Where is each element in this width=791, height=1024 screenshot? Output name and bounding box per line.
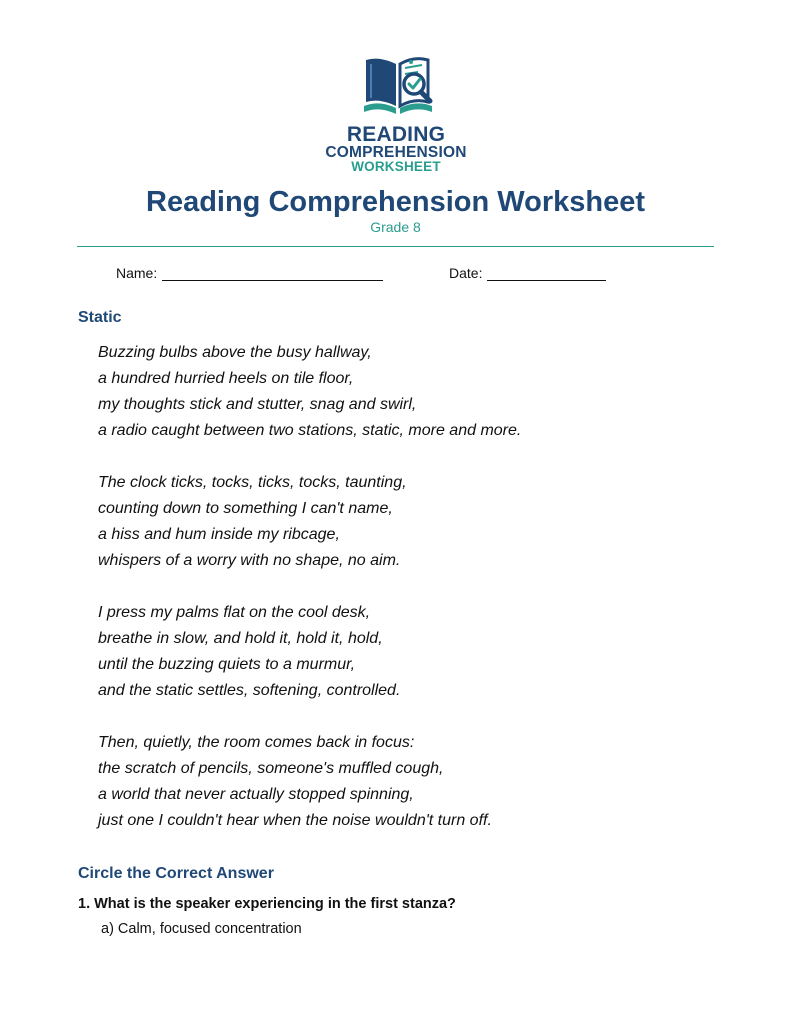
poem-line: breathe in slow, and hold it, hold it, hold, <box>98 630 383 647</box>
logo-text-worksheet: WORKSHEET <box>351 159 441 174</box>
book-magnifier-icon <box>358 54 438 120</box>
poem-line: counting down to something I can't name, <box>98 500 393 517</box>
poem-line: Then, quietly, the room comes back in focus: <box>98 734 415 751</box>
page-title: Reading Comprehension Worksheet <box>146 186 645 218</box>
poem-body <box>98 340 738 860</box>
poem-line: I press my palms flat on the cool desk, <box>98 604 371 621</box>
stanza-1 <box>98 340 738 444</box>
poem-title: Static <box>78 309 122 326</box>
date-field[interactable] <box>449 265 606 281</box>
name-blank-line[interactable] <box>162 266 383 281</box>
name-label: Name: <box>116 265 158 281</box>
worksheet-logo <box>318 54 474 178</box>
poem-line: The clock ticks, tocks, ticks, tocks, taunting, <box>98 474 407 491</box>
logo-text-reading: READING <box>346 123 446 146</box>
poem-line: and the static settles, softening, controlled. <box>98 682 401 699</box>
logo-text-comprehension: COMPREHENSION <box>325 144 467 161</box>
question-1: 1. What is the speaker experiencing in the first stanza? <box>78 896 456 912</box>
poem-line: the scratch of pencils, someone's muffled cough, <box>98 760 444 777</box>
stanza-3 <box>98 600 738 704</box>
grade-label: Grade 8 <box>370 219 421 235</box>
date-label: Date: <box>449 265 483 281</box>
question-1-option-a[interactable]: a) Calm, focused concentration <box>101 921 302 937</box>
poem-line: just one I couldn't hear when the noise wouldn't turn off. <box>98 812 492 829</box>
header-divider <box>77 246 714 247</box>
poem-line: whispers of a worry with no shape, no aim. <box>98 552 401 569</box>
date-blank-line[interactable] <box>487 266 606 281</box>
poem-line: until the buzzing quiets to a murmur, <box>98 656 356 673</box>
name-field[interactable] <box>116 265 383 281</box>
poem-line: a world that never actually stopped spinning, <box>98 786 414 803</box>
poem-line: my thoughts stick and stutter, snag and swirl, <box>98 396 417 413</box>
poem-line: Buzzing bulbs above the busy hallway, <box>98 344 372 361</box>
stanza-4 <box>98 730 738 834</box>
poem-line: a hiss and hum inside my ribcage, <box>98 526 340 543</box>
questions-heading: Circle the Correct Answer <box>78 865 274 882</box>
poem-line: a radio caught between two stations, static, more and more. <box>98 422 522 439</box>
poem-line: a hundred hurried heels on tile floor, <box>98 370 354 387</box>
stanza-2 <box>98 470 738 574</box>
